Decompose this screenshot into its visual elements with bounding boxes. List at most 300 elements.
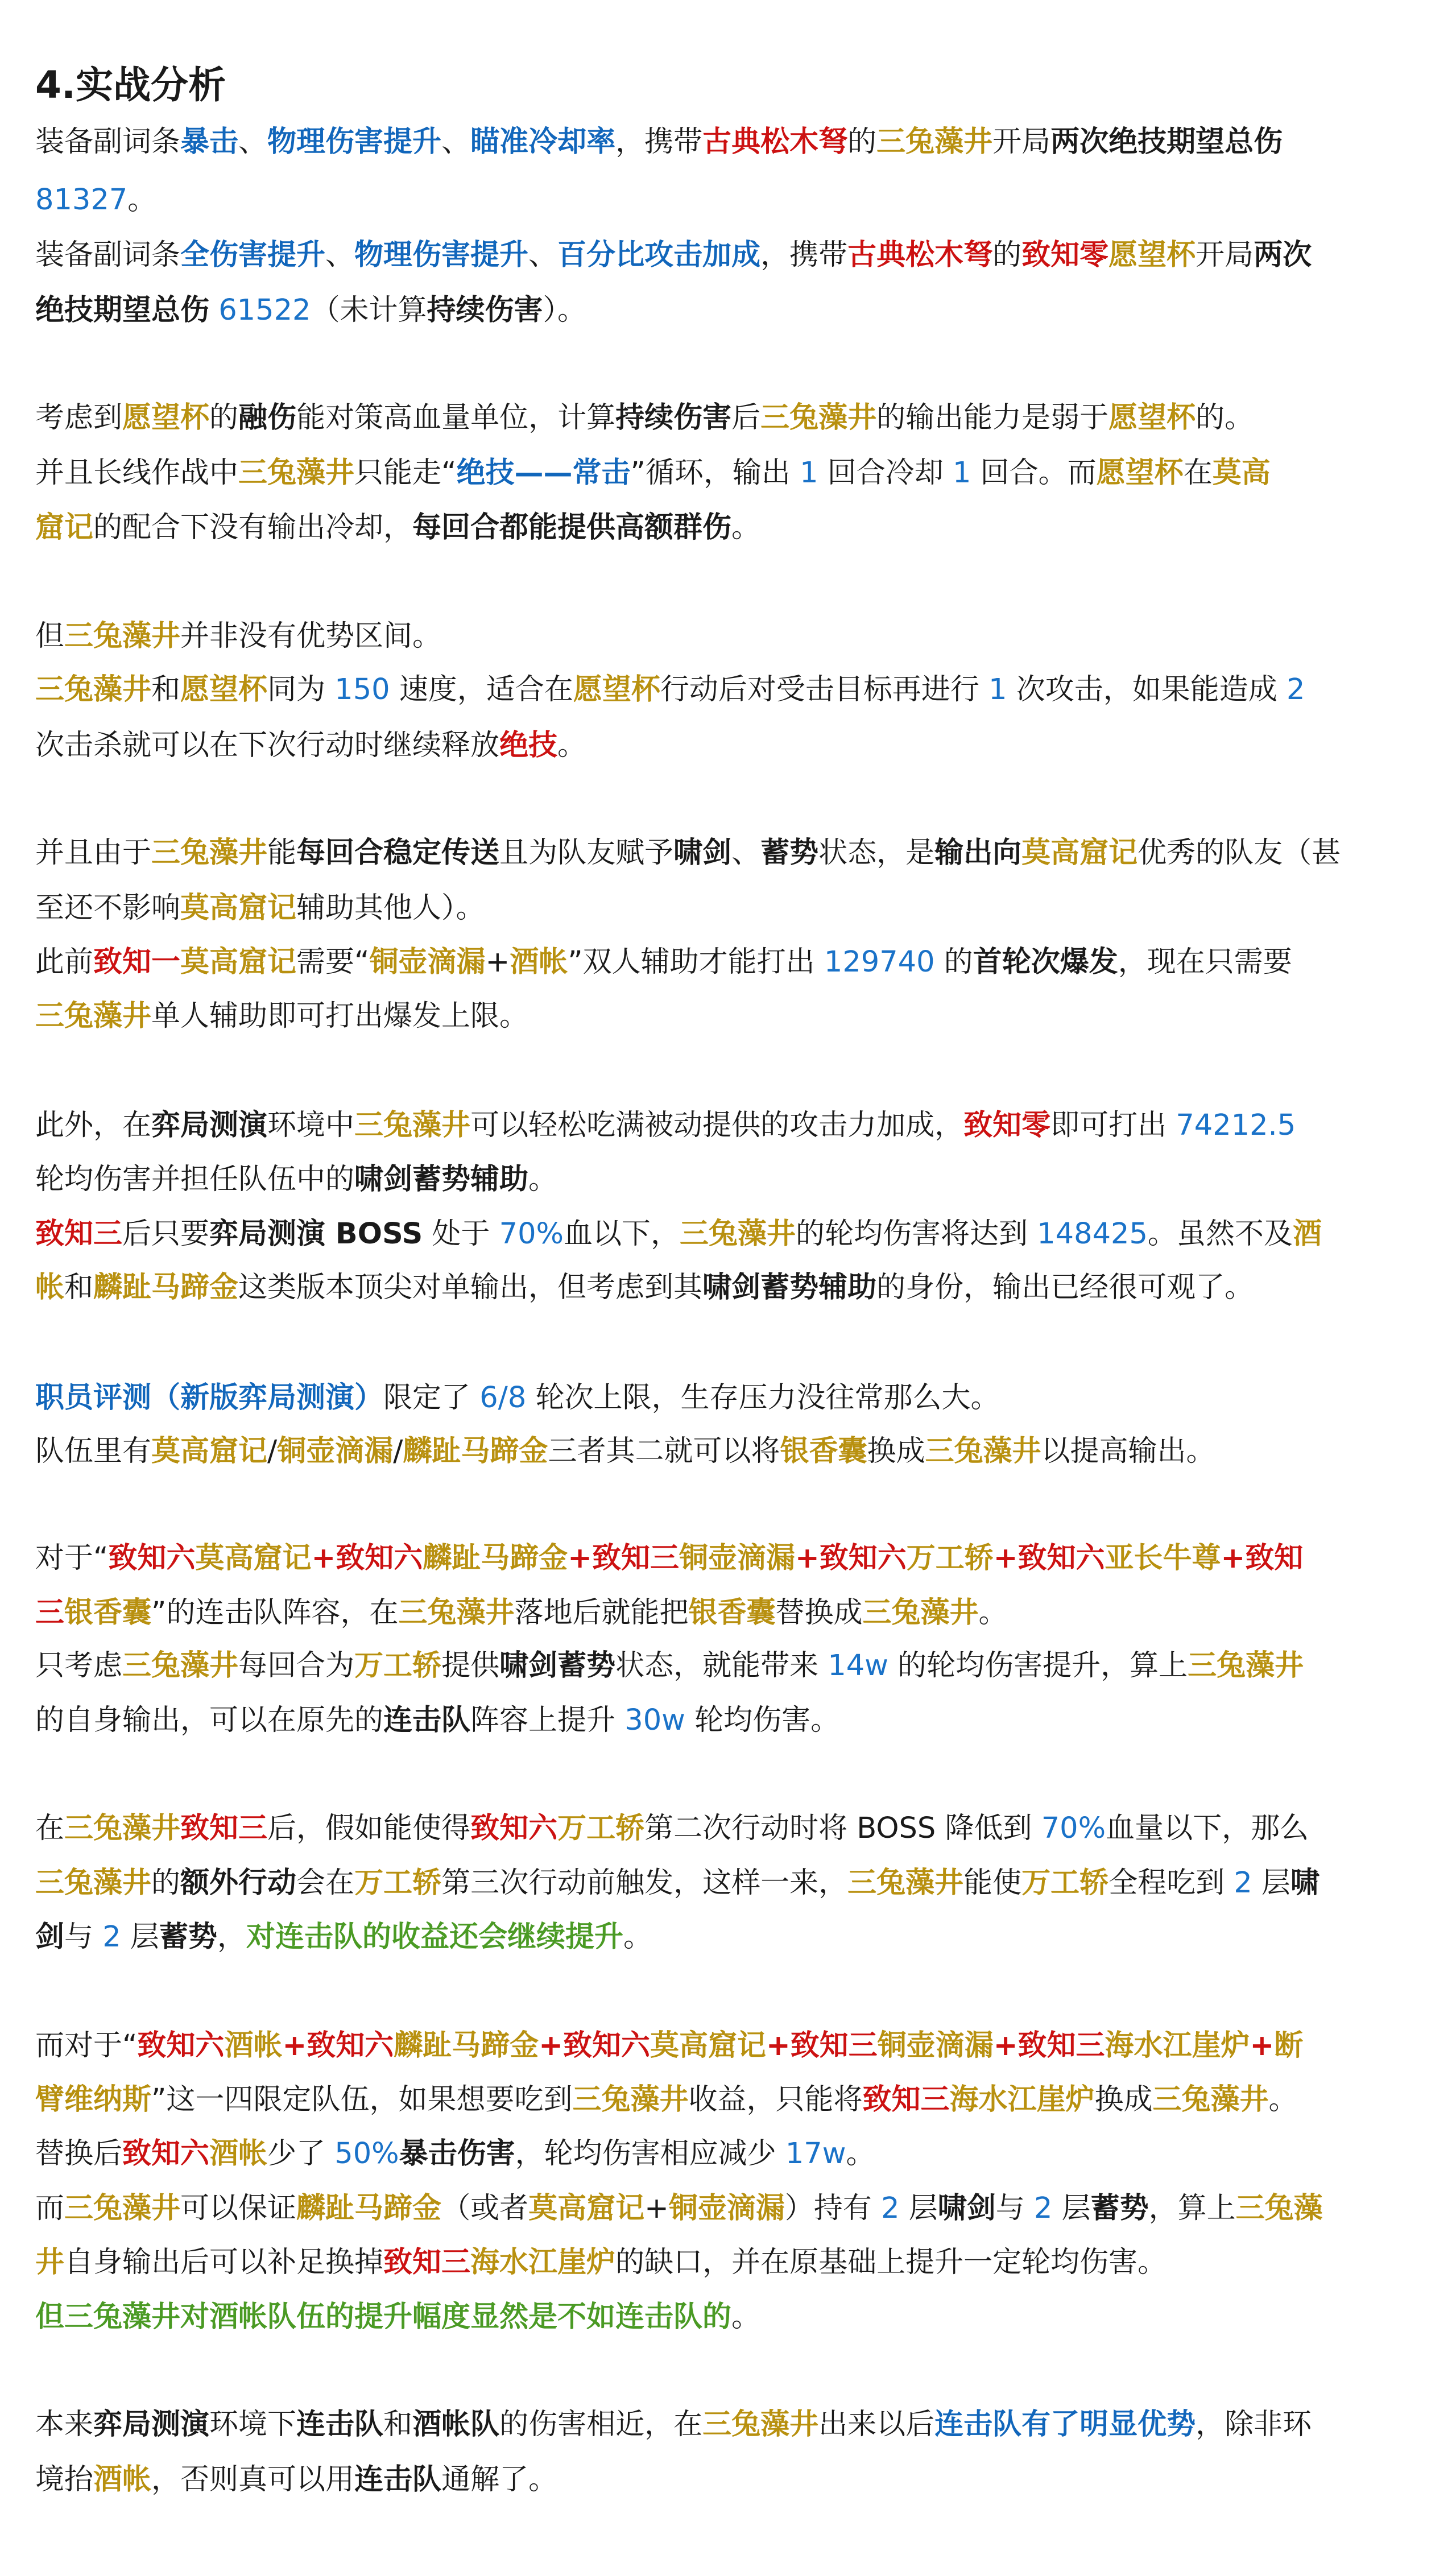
highlighted-term: 2: [1234, 1866, 1252, 1900]
text-segment: ，现在只需要: [1118, 945, 1292, 979]
highlighted-term: 致知三: [862, 2083, 950, 2116]
text-segment: 但: [35, 619, 65, 653]
text-segment: 、: [731, 836, 761, 870]
text-segment: 同为: [267, 673, 335, 706]
highlighted-term: 致知六: [108, 1541, 196, 1575]
text-segment: ”双人辅助才能打出: [568, 945, 824, 979]
highlighted-term: 莫高窟记: [151, 1435, 268, 1468]
highlighted-term: 全伤害提升: [180, 238, 326, 272]
text-segment: 收益，只能将: [688, 2083, 863, 2116]
highlighted-term: 银香囊: [688, 1596, 776, 1630]
highlighted-term: 三兔藻井: [876, 125, 993, 159]
text-segment: 。虽然不及: [1147, 1217, 1293, 1251]
highlighted-term: 致知三: [35, 1217, 123, 1251]
highlighted-term: 蓄势: [760, 836, 819, 870]
highlighted-term: 断: [1274, 2029, 1304, 2062]
text-segment: ，否则真可以用: [151, 2463, 355, 2496]
text-segment: 处于: [423, 1217, 499, 1251]
highlighted-term: 1: [800, 456, 818, 490]
text-line: [35, 285, 586, 336]
highlighted-term: +: [539, 2029, 563, 2062]
text-segment: 。: [846, 2137, 875, 2171]
highlighted-term: 酒帐队: [412, 2408, 500, 2441]
highlighted-term: 30w: [624, 1704, 685, 1737]
highlighted-term: 致知一: [93, 945, 181, 979]
highlighted-term: 酒帐: [510, 945, 568, 979]
highlighted-term: 酒帐: [93, 2463, 152, 2496]
text-segment: ”循环，输出: [630, 456, 800, 490]
highlighted-term: +: [993, 1541, 1018, 1575]
text-segment: 需要“: [296, 945, 370, 979]
text-segment: 能对策高血量单位，计算: [296, 401, 616, 435]
text-line: [35, 1209, 1322, 1260]
text-segment: 在: [1183, 456, 1213, 490]
highlighted-term: 百分比攻击加成: [557, 238, 761, 272]
highlighted-term: +: [993, 2029, 1018, 2062]
text-segment: 。: [1268, 2083, 1298, 2116]
text-segment: 的缺口，并在原基础上提升一定轮均伤害。: [615, 2246, 1167, 2279]
text-segment: 并且由于: [35, 836, 152, 870]
text-segment: 全程吃到: [1108, 1866, 1234, 1900]
highlighted-term: 对连击队的收益还会继续提升: [246, 1920, 623, 1954]
text-line: [35, 2454, 557, 2506]
highlighted-term: 啸剑蓄势辅助: [354, 1163, 529, 1196]
text-segment: 轮均伤害并担任队伍中的: [35, 1163, 355, 1196]
text-segment: 辅助其他人）。: [296, 891, 485, 925]
highlighted-term: 弈局测演: [93, 2408, 210, 2441]
text-segment: 状态，就能带来: [615, 1649, 828, 1683]
highlighted-term: 啸剑: [673, 836, 732, 870]
highlighted-term: 麟趾马蹄金: [296, 2192, 442, 2225]
text-segment: 队伍里有: [35, 1435, 152, 1468]
text-line: [35, 937, 1292, 988]
text-segment: 换成: [867, 1435, 925, 1468]
text-segment: 。: [731, 511, 761, 544]
text-segment: 并且长线作战中: [35, 456, 239, 490]
text-segment: 。: [623, 1920, 652, 1954]
highlighted-term: 愿望杯: [573, 673, 660, 706]
highlighted-term: 两次: [1254, 238, 1312, 272]
text-line: [35, 611, 441, 662]
highlighted-term: 2: [881, 2192, 900, 2225]
text-line: [35, 1858, 1320, 1909]
text-segment: 。: [978, 1596, 1008, 1630]
text-segment: /: [267, 1435, 278, 1468]
highlighted-term: 剑: [35, 1920, 65, 1954]
highlighted-term: 蓄势: [1090, 2192, 1149, 2225]
highlighted-term: 愿望杯: [1096, 456, 1184, 490]
text-segment: ，轮均伤害相应减少: [515, 2137, 785, 2171]
text-line: [35, 230, 1312, 281]
highlighted-term: 2: [102, 1920, 121, 1954]
text-segment: 和: [64, 1271, 94, 1304]
text-segment: 出来以后: [818, 2408, 935, 2441]
highlighted-term: +: [282, 2029, 307, 2062]
text-segment: 会在: [296, 1866, 355, 1900]
highlighted-term: 酒: [1292, 1217, 1322, 1251]
text-segment: 通解了。: [441, 2463, 558, 2496]
text-segment: 境抬: [35, 2463, 94, 2496]
highlighted-term: 莫高窟记: [195, 1541, 312, 1575]
text-segment: 环境下: [209, 2408, 297, 2441]
text-segment: 开局: [1196, 238, 1254, 272]
text-line: [35, 2128, 875, 2180]
highlighted-term: 三兔藻井: [1188, 1649, 1304, 1683]
text-segment: 这类版本顶尖对单输出，但考虑到其: [238, 1271, 703, 1304]
highlighted-term: 帐: [35, 1271, 65, 1304]
text-line: [35, 2020, 1303, 2072]
text-segment: 少了: [267, 2137, 335, 2171]
highlighted-term: 三兔藻井: [151, 836, 268, 870]
highlighted-term: 连击队: [296, 2408, 384, 2441]
text-segment: ，携带: [760, 238, 848, 272]
text-segment: 只考虑: [35, 1649, 123, 1683]
text-segment: 能使: [963, 1866, 1022, 1900]
highlighted-term: 三兔藻井: [760, 401, 877, 435]
highlighted-term: 致知六: [470, 1812, 558, 1845]
text-segment: 在: [35, 1812, 65, 1845]
text-segment: ，除非环: [1196, 2408, 1312, 2441]
text-segment: 能: [267, 836, 297, 870]
highlighted-term: 瞄准冷却率: [470, 125, 616, 159]
highlighted-term: 致知六: [1017, 1541, 1105, 1575]
text-segment: 装备副词条: [35, 238, 181, 272]
text-segment: 三者其二就可以将: [548, 1435, 780, 1468]
highlighted-term: 古典松木弩: [847, 238, 993, 272]
highlighted-term: 致知: [1245, 1541, 1304, 1575]
highlighted-term: 莫高窟记: [180, 891, 297, 925]
highlighted-term: 2: [1033, 2192, 1053, 2225]
text-line: [35, 1426, 1215, 1477]
highlighted-term: 职员评测（新版弈局测演）: [35, 1381, 384, 1415]
highlighted-term: 绝技期望总伤: [35, 293, 210, 327]
text-segment: +: [485, 945, 510, 979]
highlighted-term: 莫高窟记: [180, 945, 297, 979]
highlighted-term: 物理伤害提升: [267, 125, 442, 159]
highlighted-term: 麟趾马蹄金: [403, 1435, 548, 1468]
highlighted-term: 莫高: [1212, 456, 1271, 490]
text-line: [35, 664, 1305, 716]
text-segment: 只能走“: [354, 456, 457, 490]
highlighted-term: 莫高窟记: [1021, 836, 1138, 870]
text-line: [35, 1912, 652, 1963]
highlighted-term: 持续伤害: [615, 401, 732, 435]
highlighted-term: +: [1250, 2029, 1275, 2062]
text-segment: 替换后: [35, 2137, 123, 2171]
highlighted-term: 连击队: [354, 2463, 442, 2496]
highlighted-term: 海水江崖炉: [1105, 2029, 1250, 2062]
highlighted-term: 致知三: [790, 2029, 878, 2062]
highlighted-term: 莫高窟记: [528, 2192, 645, 2225]
text-segment: 轮均伤害。: [685, 1704, 840, 1737]
text-segment: 限定了: [383, 1381, 480, 1415]
text-segment: 可以轻松吃满被动提供的攻击力加成，: [470, 1109, 964, 1142]
text-segment: 第二次行动时将 BOSS 降低到: [644, 1812, 1041, 1845]
text-line: [35, 175, 156, 226]
text-segment: 以提高输出。: [1041, 1435, 1215, 1468]
text-line: [35, 2292, 760, 2343]
text-segment: ）。: [543, 293, 587, 327]
highlighted-term: 啸剑蓄势辅助: [702, 1271, 877, 1304]
text-line: [35, 2074, 1298, 2126]
highlighted-term: 蓄势: [159, 1920, 217, 1954]
highlighted-term: 物理伤害提升: [354, 238, 529, 272]
text-segment: （或者: [441, 2192, 529, 2225]
highlighted-term: 麟趾马蹄金: [394, 2029, 539, 2062]
text-segment: 并非没有优势区间。: [180, 619, 442, 653]
text-segment: 的轮均伤害将达到: [796, 1217, 1037, 1251]
highlighted-term: 万工轿: [354, 1866, 442, 1900]
highlighted-term: 50%: [334, 2137, 399, 2171]
text-line: [35, 2183, 1323, 2234]
text-line: [35, 2237, 1167, 2288]
text-segment: 的: [847, 125, 877, 159]
text-segment: 后，假如能使得: [267, 1812, 471, 1845]
highlighted-term: 井: [35, 2246, 65, 2279]
text-segment: ”的连击队阵容，在: [151, 1596, 399, 1630]
highlighted-term: 三兔藻井: [847, 1866, 964, 1900]
text-segment: ”这一四限定队伍，如果想要吃到: [151, 2083, 573, 2116]
text-segment: 阵容上提升: [470, 1704, 625, 1737]
text-line: [35, 991, 528, 1042]
highlighted-term: 弈局测演 BOSS: [209, 1217, 423, 1251]
text-segment: 与: [995, 2192, 1034, 2225]
highlighted-term: 酒帐: [224, 2029, 283, 2062]
text-segment: 的伤害相近，在: [499, 2408, 703, 2441]
highlighted-term: 古典松木弩: [702, 125, 848, 159]
text-line: [35, 1640, 1304, 1692]
text-segment: 的: [992, 238, 1022, 272]
highlighted-term: 三兔藻井: [238, 456, 355, 490]
text-segment: 次攻击，如果能造成: [1007, 673, 1287, 706]
highlighted-term: 致知三: [180, 1812, 268, 1845]
highlighted-term: 三兔藻井: [35, 673, 152, 706]
highlighted-term: 麟趾马蹄金: [93, 1271, 239, 1304]
highlighted-term: 啸剑蓄势: [499, 1649, 616, 1683]
section-title: 4.实战分析: [35, 63, 226, 107]
text-line: [35, 1533, 1303, 1584]
highlighted-term: 三兔藻井: [702, 2408, 819, 2441]
highlighted-term: 70%: [499, 1217, 564, 1251]
text-segment: 单人辅助即可打出爆发上限。: [151, 999, 529, 1033]
text-line: [35, 1695, 839, 1746]
highlighted-term: 三兔藻井: [862, 1596, 979, 1630]
highlighted-term: 6/8: [479, 1381, 527, 1415]
text-line: [35, 1262, 1254, 1313]
highlighted-term: 两次绝技期望总伤: [1050, 125, 1283, 159]
highlighted-term: 啸: [1290, 1866, 1320, 1900]
highlighted-term: 铜壶滴漏: [369, 945, 486, 979]
highlighted-term: 铜壶滴漏: [877, 2029, 994, 2062]
text-segment: 和: [383, 2408, 413, 2441]
text-segment: 、: [325, 238, 355, 272]
text-segment: 对于“: [35, 1541, 109, 1575]
highlighted-term: 三兔藻井: [398, 1596, 515, 1630]
highlighted-term: 三兔藻井: [35, 999, 152, 1033]
highlighted-term: 连击队: [383, 1704, 471, 1737]
highlighted-term: 三兔藻井: [680, 1217, 796, 1251]
text-segment: 次击杀就可以在下次行动时继续释放: [35, 729, 500, 762]
text-line: [35, 1100, 1296, 1151]
highlighted-term: 致知三: [383, 2246, 471, 2279]
text-segment: 替换成: [775, 1596, 863, 1630]
text-segment: [209, 293, 218, 327]
highlighted-term: 1: [953, 456, 971, 490]
text-segment: 回合。而: [971, 456, 1097, 490]
text-segment: 行动后对受击目标再进行: [660, 673, 989, 706]
highlighted-term: 首轮次爆发: [973, 945, 1118, 979]
text-line: [35, 2399, 1312, 2450]
highlighted-term: 三兔藻井: [64, 619, 181, 653]
text-segment: +: [644, 2192, 669, 2225]
highlighted-term: 连击队有了明显优势: [934, 2408, 1196, 2441]
text-segment: 。: [127, 183, 157, 217]
highlighted-term: 三兔藻: [1235, 2192, 1323, 2225]
highlighted-term: 弈局测演: [151, 1109, 268, 1142]
highlighted-term: 愿望杯: [1108, 238, 1196, 272]
text-segment: 回合冷却: [818, 456, 953, 490]
text-line: [35, 502, 760, 553]
text-segment: 的。: [1196, 401, 1254, 435]
text-segment: 速度，适合在: [390, 673, 573, 706]
highlighted-term: 麟趾马蹄金: [423, 1541, 568, 1575]
text-segment: 。: [731, 2300, 761, 2334]
highlighted-term: 致知六: [307, 2029, 394, 2062]
text-segment: 状态，是: [818, 836, 935, 870]
text-segment: 层: [899, 2192, 938, 2225]
text-segment: 与: [64, 1920, 103, 1954]
highlighted-term: 致知六: [137, 2029, 225, 2062]
text-segment: 优秀的队友（甚: [1138, 836, 1341, 870]
text-segment: 即可打出: [1050, 1109, 1176, 1142]
text-segment: （未计算: [311, 293, 427, 327]
highlighted-term: 三兔藻井: [925, 1435, 1041, 1468]
highlighted-term: 万工轿: [906, 1541, 994, 1575]
highlighted-term: 81327: [35, 183, 128, 217]
highlighted-term: 铜壶滴漏: [277, 1435, 394, 1468]
highlighted-term: 万工轿: [354, 1649, 442, 1683]
text-line: [35, 117, 1283, 168]
text-segment: 的: [151, 1866, 181, 1900]
text-segment: 且为队友赋予: [499, 836, 674, 870]
text-segment: 的轮均伤害提升，算上: [888, 1649, 1188, 1683]
highlighted-term: 三兔藻井: [35, 1866, 152, 1900]
highlighted-term: 2: [1286, 673, 1305, 706]
text-segment: 层: [1252, 1866, 1291, 1900]
highlighted-term: 持续伤害: [427, 293, 543, 327]
text-segment: 装备副词条: [35, 125, 181, 159]
highlighted-term: 三: [35, 1596, 65, 1630]
highlighted-term: 三兔藻井: [1152, 2083, 1269, 2116]
text-segment: ，: [217, 1920, 246, 1954]
highlighted-term: 70%: [1041, 1812, 1106, 1845]
text-segment: 提供: [441, 1649, 500, 1683]
text-segment: 、: [528, 238, 558, 272]
highlighted-term: 海水江崖炉: [949, 2083, 1095, 2116]
highlighted-term: 银香囊: [64, 1596, 152, 1630]
text-line: [35, 828, 1341, 879]
highlighted-term: 海水江崖炉: [470, 2246, 616, 2279]
text-segment: 和: [151, 673, 181, 706]
text-segment: 层: [1052, 2192, 1091, 2225]
highlighted-term: 致知零: [963, 1109, 1051, 1142]
highlighted-term: +: [568, 1541, 592, 1575]
highlighted-term: 三兔藻井: [122, 1649, 239, 1683]
text-segment: 、: [441, 125, 471, 159]
text-segment: 落地后就能把: [514, 1596, 689, 1630]
highlighted-term: 但三兔藻井对酒帐队伍的提升幅度显然是不如连击队的: [35, 2300, 732, 2334]
highlighted-term: 铜壶滴漏: [679, 1541, 795, 1575]
text-segment: 换成: [1094, 2083, 1153, 2116]
highlighted-term: 银香囊: [780, 1435, 867, 1468]
highlighted-term: 致知三: [1017, 2029, 1105, 2062]
highlighted-term: +: [766, 2029, 791, 2062]
text-segment: 后只要: [122, 1217, 210, 1251]
text-segment: 本来: [35, 2408, 94, 2441]
text-segment: ，算上: [1148, 2192, 1236, 2225]
text-segment: 血以下，: [563, 1217, 680, 1251]
text-line: [35, 1803, 1309, 1854]
highlighted-term: 暴击伤害: [399, 2137, 515, 2171]
highlighted-term: 万工轿: [1021, 1866, 1109, 1900]
text-line: [35, 1373, 1000, 1424]
highlighted-term: 三兔藻井: [572, 2083, 689, 2116]
text-segment: /: [393, 1435, 403, 1468]
text-segment: 每回合为: [238, 1649, 355, 1683]
text-segment: 的: [934, 945, 973, 979]
highlighted-term: 融伤: [238, 401, 297, 435]
text-segment: 第三次行动前触发，这样一来，: [441, 1866, 848, 1900]
highlighted-term: +: [1221, 1541, 1246, 1575]
highlighted-term: 致知三: [592, 1541, 679, 1575]
highlighted-term: 致知六: [122, 2137, 210, 2171]
highlighted-term: 致知六: [336, 1541, 423, 1575]
highlighted-term: 额外行动: [180, 1866, 297, 1900]
text-segment: ，携带: [615, 125, 703, 159]
highlighted-term: 三兔藻井: [354, 1109, 471, 1142]
highlighted-term: 致知零: [1021, 238, 1109, 272]
highlighted-term: 致知六: [819, 1541, 907, 1575]
highlighted-term: 绝技: [499, 729, 558, 762]
highlighted-term: 三兔藻井: [64, 2192, 181, 2225]
highlighted-term: 愿望杯: [122, 401, 210, 435]
highlighted-term: 莫高窟记: [650, 2029, 766, 2062]
text-line: [35, 448, 1271, 499]
highlighted-term: 万工轿: [557, 1812, 645, 1845]
text-segment: ）持有: [784, 2192, 882, 2225]
text-segment: 的身份，输出已经很可观了。: [876, 1271, 1254, 1304]
highlighted-term: 绝技——常击: [456, 456, 631, 490]
text-segment: 而: [35, 2192, 65, 2225]
text-segment: 开局: [992, 125, 1051, 159]
highlighted-term: 74212.5: [1176, 1109, 1296, 1142]
text-segment: 考虑到: [35, 401, 123, 435]
text-segment: 、: [238, 125, 268, 159]
highlighted-term: 148425: [1037, 1217, 1148, 1251]
highlighted-term: 61522: [218, 293, 311, 327]
text-segment: 的配合下没有输出冷却，: [93, 511, 413, 544]
text-line: [35, 1154, 557, 1205]
highlighted-term: 129740: [824, 945, 935, 979]
text-segment: 而对于“: [35, 2029, 138, 2062]
highlighted-term: +: [795, 1541, 820, 1575]
text-segment: 自身输出后可以补足换掉: [64, 2246, 384, 2279]
text-segment: 的: [209, 401, 239, 435]
highlighted-term: 愿望杯: [1108, 401, 1196, 435]
highlighted-term: 150: [334, 673, 390, 706]
highlighted-term: 三兔藻井: [64, 1812, 181, 1845]
highlighted-term: 致知六: [562, 2029, 650, 2062]
